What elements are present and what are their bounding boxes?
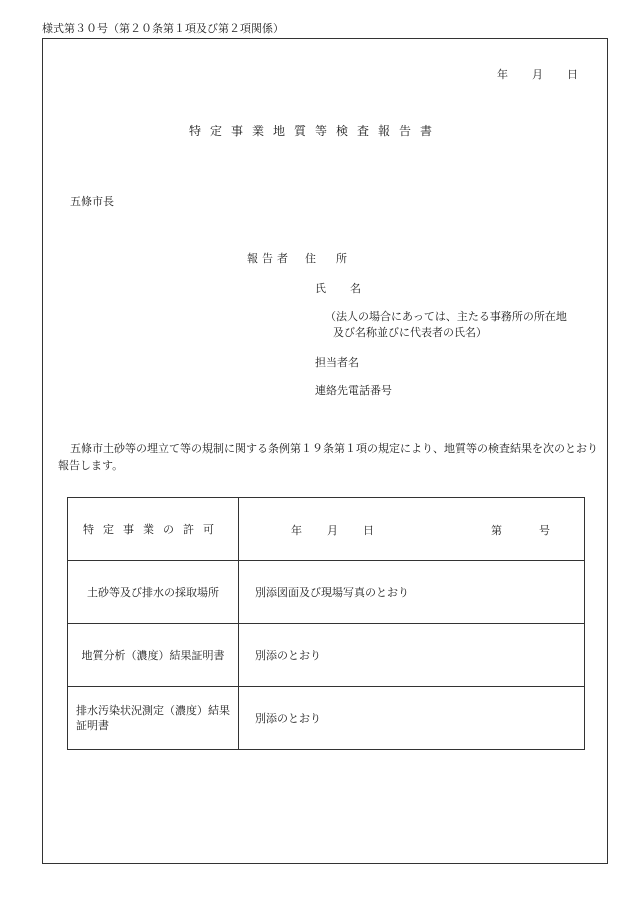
- permit-number-prefix: 第: [491, 524, 502, 537]
- contact-phone-label: 連絡先電話番号: [315, 384, 392, 397]
- sampling-location-value: 別添図面及び現場写真のとおり: [239, 561, 585, 624]
- permit-number-suffix: 号: [539, 524, 550, 537]
- table-row: [68, 561, 585, 624]
- wastewater-certificate-label: 排水汚染状況測定（濃度）結果証明書: [68, 687, 239, 750]
- permit-label: 特定事業の許可: [68, 498, 239, 561]
- report-body-text: 五條市土砂等の埋立て等の規制に関する条例第１９条第１項の規定により、地質等の検査結果を次のとおり報告します。: [58, 442, 598, 472]
- table-row: [68, 687, 585, 750]
- table-row: [68, 498, 585, 561]
- name-label: 氏名: [315, 282, 385, 295]
- permit-value: [239, 498, 585, 561]
- geology-certificate-label: 地質分析（濃度）結果証明書: [68, 624, 239, 687]
- inspection-info-table: [67, 497, 585, 750]
- form-number: 様式第３０号（第２０条第１項及び第２項関係）: [42, 22, 284, 35]
- permit-day: 日: [363, 524, 374, 537]
- table-row: [68, 624, 585, 687]
- addressee: 五條市長: [70, 195, 114, 208]
- geology-certificate-value: 別添のとおり: [239, 624, 585, 687]
- corporate-note-line-1: （法人の場合にあっては、主たる事務所の所在地: [325, 310, 567, 323]
- date-month: 月: [532, 68, 543, 81]
- date-line: [473, 68, 578, 81]
- wastewater-certificate-value: 別添のとおり: [239, 687, 585, 750]
- date-day: 日: [567, 68, 578, 81]
- contact-person-label: 担当者名: [315, 356, 359, 369]
- reporter-label: 報告者: [247, 252, 292, 265]
- permit-year: 年: [291, 524, 302, 537]
- document-title: 特定事業地質等検査報告書: [188, 124, 441, 138]
- address-label: 住所: [305, 252, 367, 265]
- sampling-location-label: 土砂等及び排水の採取場所: [68, 561, 239, 624]
- permit-month: 月: [327, 524, 338, 537]
- corporate-note-line-2: 及び名称並びに代表者の氏名）: [333, 326, 487, 339]
- date-year: 年: [497, 68, 508, 81]
